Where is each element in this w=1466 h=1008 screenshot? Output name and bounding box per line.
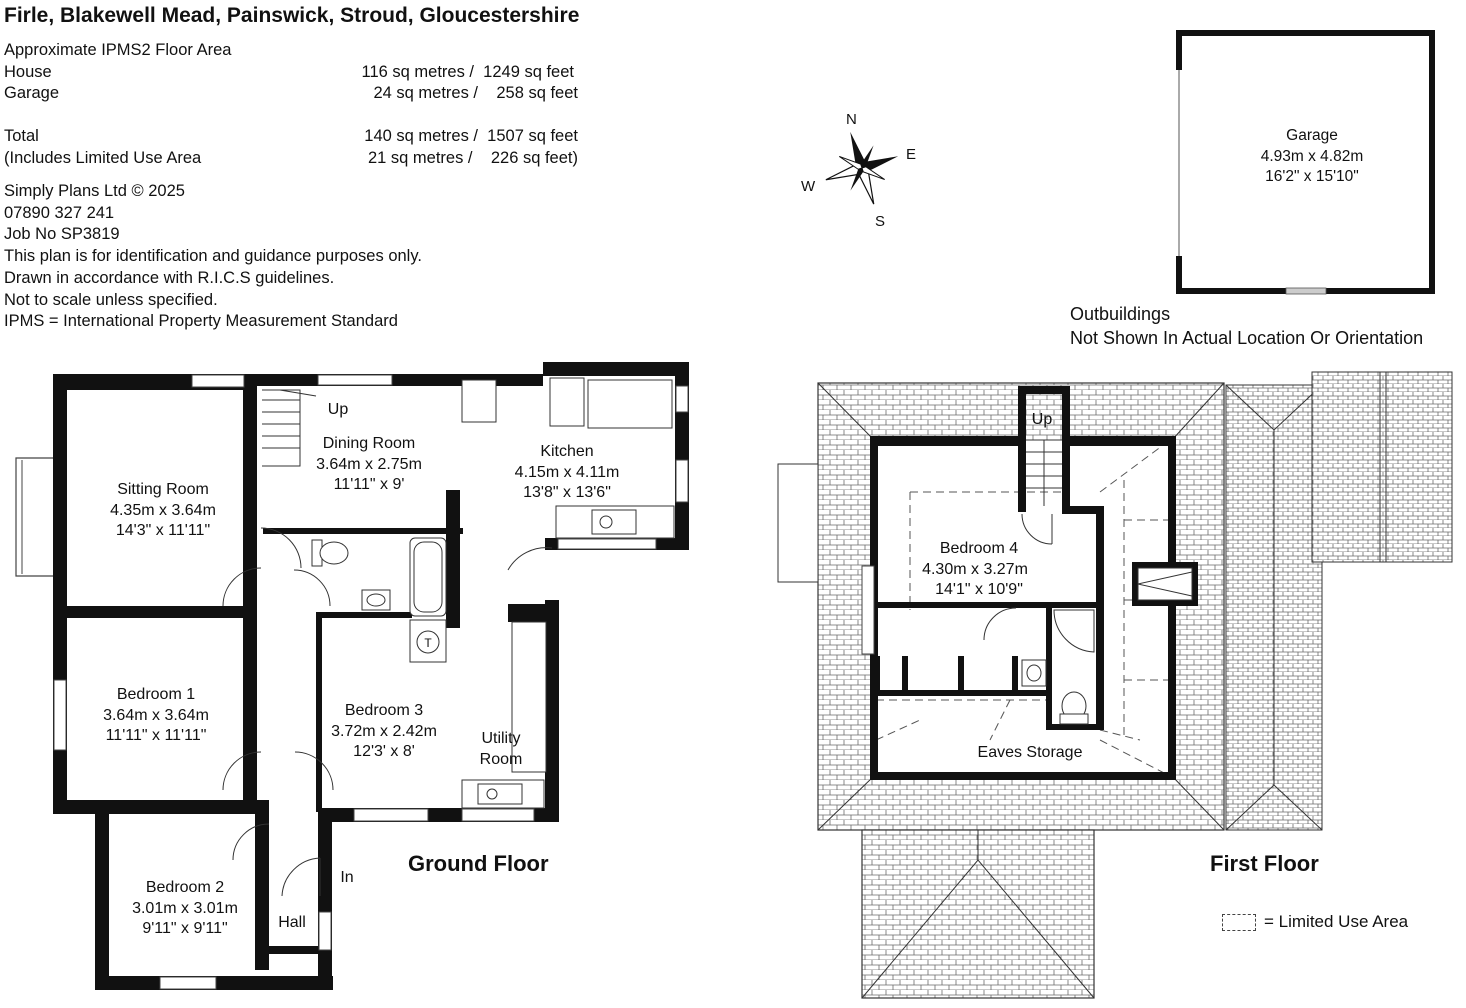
room-metric: 3.01m x 3.01m (132, 900, 238, 917)
room-imperial: 11'11" x 9' (333, 476, 405, 493)
area-value: 116 sq metres / 1249 sq feet (361, 62, 574, 81)
area-heading: Approximate IPMS2 Floor Area (4, 41, 232, 59)
room-name: Room (479, 751, 523, 768)
note-line: Simply Plans Ltd © 2025 (4, 182, 185, 200)
room-name: Eaves Storage (977, 744, 1083, 761)
compass-s: S (875, 213, 886, 230)
room-metric: 3.64m x 3.64m (103, 707, 209, 724)
room-name: Hall (278, 914, 306, 931)
ground-floor-title: Ground Floor (408, 851, 549, 876)
room-imperial: 13'8" x 13'6" (523, 484, 611, 501)
stairs-up-label: Up (327, 401, 349, 418)
room-metric: 3.64m x 2.75m (316, 456, 422, 473)
room-imperial: 9'11" x 9'11" (142, 920, 228, 937)
garage-plan (1176, 33, 1432, 294)
room-name: Bedroom 1 (116, 686, 196, 703)
note-line: This plan is for identification and guidance purposes only. (4, 247, 422, 266)
note-line: 07890 327 241 (4, 203, 115, 222)
room-name: Utility (481, 730, 521, 747)
compass-rose (814, 120, 910, 216)
ground-stairs (262, 390, 316, 466)
room-name: Bedroom 3 (344, 702, 424, 719)
room-imperial: 12'3' x 8' (353, 743, 415, 760)
compass-n: N (846, 111, 857, 128)
first-floor-title: First Floor (1210, 851, 1319, 876)
area-label: House (4, 62, 52, 81)
plan-title: Firle, Blakewell Mead, Painswick, Stroud, Gloucestershire (4, 4, 580, 27)
room-imperial: 14'3" x 11'11" (115, 522, 211, 539)
room-metric: 4.15m x 4.11m (514, 464, 620, 481)
room-name: Dining Room (322, 435, 416, 452)
room-name: Sitting Room (117, 481, 209, 498)
entrance-label: In (340, 869, 354, 886)
room-name: Bedroom 4 (939, 540, 1019, 557)
area-value: 24 sq metres / 258 sq feet (373, 84, 578, 103)
cylinder-label: T (424, 636, 432, 650)
compass-w: W (801, 178, 816, 195)
room-imperial: 11'11" x 11'11" (105, 727, 207, 744)
area-label: Garage (4, 84, 60, 103)
area-value: 140 sq metres / 1507 sq feet (364, 127, 578, 146)
room-name: Bedroom 2 (145, 879, 225, 896)
note-line: Not to scale unless specified. (4, 290, 218, 309)
first-floor-plan (778, 372, 1452, 998)
room-metric: 4.30m x 3.27m (922, 561, 1028, 578)
note-line: Job No SP3819 (4, 225, 120, 244)
garage-imperial: 16'2" x 15'10" (1265, 168, 1359, 185)
garage-name: Garage (1286, 127, 1338, 144)
room-imperial: 14'1" x 10'9" (935, 581, 1023, 598)
bathroom-fixtures (312, 538, 446, 616)
room-metric: 4.35m x 3.64m (110, 502, 216, 519)
area-label: (Includes Limited Use Area (4, 148, 202, 167)
stairs-up-label: Up (1031, 411, 1053, 428)
area-label: Total (4, 127, 39, 146)
compass-e: E (906, 146, 917, 163)
area-value: 21 sq metres / 226 sq feet) (367, 148, 578, 167)
garage-metric: 4.93m x 4.82m (1260, 148, 1364, 165)
legend-label: = Limited Use Area (1264, 912, 1409, 931)
note-line: Drawn in accordance with R.I.C.S guidelines. (4, 268, 335, 287)
outbuildings-line2: Not Shown In Actual Location Or Orientation (1070, 328, 1424, 348)
note-line: IPMS = International Property Measurement Standard (4, 312, 398, 331)
outbuildings-line1: Outbuildings (1070, 304, 1171, 324)
room-metric: 3.72m x 2.42m (331, 723, 437, 740)
room-name: Kitchen (540, 443, 594, 460)
